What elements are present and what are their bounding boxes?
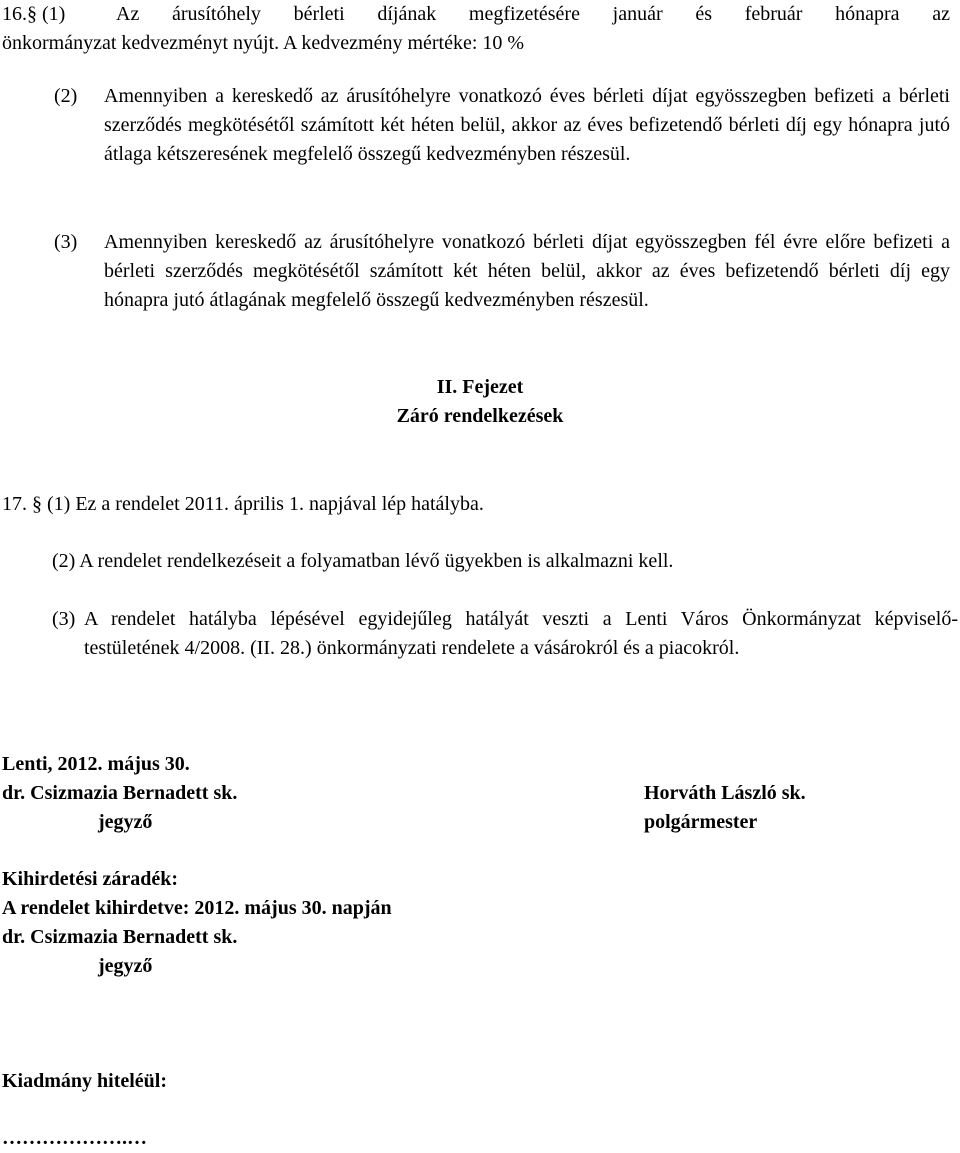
right-signatory-name: Horváth László sk. xyxy=(644,782,806,804)
promulgation-text: A rendelet kihirdetve: 2012. május 30. napján xyxy=(2,897,392,919)
promulgation-heading: Kihirdetési záradék: xyxy=(2,868,179,890)
section-16-p1-line2: önkormányzat kedvezményt nyújt. A kedvezmény mértéke: 10 % xyxy=(2,32,525,54)
promulgation-name: dr. Csizmazia Bernadett sk. xyxy=(2,926,238,948)
promulgation-role: jegyző xyxy=(98,955,153,977)
left-signatory-role: jegyző xyxy=(98,811,153,833)
section-16-p2-text: Amennyiben a kereskedő az árusítóhelyre vonatkozó éves bérleti díjat egyösszegben befizeti a bérleti szerződés megkötésétől számított két héten belül, akkor az éves befizetendő bérleti díj egy hónapra jutó átlaga kétszeresének megfelelő összegű kedvezményben részesül. xyxy=(104,85,950,165)
place-date: Lenti, 2012. május 30. xyxy=(2,753,190,775)
section-17-p3-label: (3) xyxy=(52,608,76,630)
section-16-p3-label: (3) xyxy=(54,231,78,253)
section-16-p1-line1-text: Az árusítóhely bérleti díjának megfizetésére január és február hónapra az xyxy=(116,3,950,25)
left-signatory-name: dr. Csizmazia Bernadett sk. xyxy=(2,782,238,804)
section-16-p2-label: (2) xyxy=(54,85,78,107)
section-17-p2: (2) A rendelet rendelkezéseit a folyamatban lévő ügyekben is alkalmazni kell. xyxy=(52,550,674,572)
right-signatory-role: polgármester xyxy=(644,811,758,833)
section-17-p1: 17. § (1) Ez a rendelet 2011. április 1. napjával lép hatályba. xyxy=(2,493,484,515)
section-17-p3-text: A rendelet hatályba lépésével egyidejűleg hatályát veszti a Lenti Város Önkormányzat képviselő-testületének 4/2008. (II. 28.) önkormányzati rendelete a vásárokról és a piacokról. xyxy=(84,608,958,659)
section-16-number: 16.§ (1) xyxy=(2,3,66,25)
section-16-p3-text: Amennyiben kereskedő az árusítóhelyre vonatkozó bérleti díjat egyösszegben fél évre előre befizeti a bérleti szerződés megkötésétől számított két héten belül, akkor az éves befizetendő bérleti díj egy hónapra jutó átlagának megfelelő összegű kedvezményben részesül. xyxy=(104,231,950,311)
section-16-p1-line1 xyxy=(116,0,950,29)
chapter-title: Záró rendelkezések xyxy=(396,405,564,427)
authentication-dots: ……………….… xyxy=(2,1127,147,1149)
authentication-heading: Kiadmány hiteléül: xyxy=(2,1070,168,1092)
chapter-number: II. Fejezet xyxy=(436,376,524,398)
